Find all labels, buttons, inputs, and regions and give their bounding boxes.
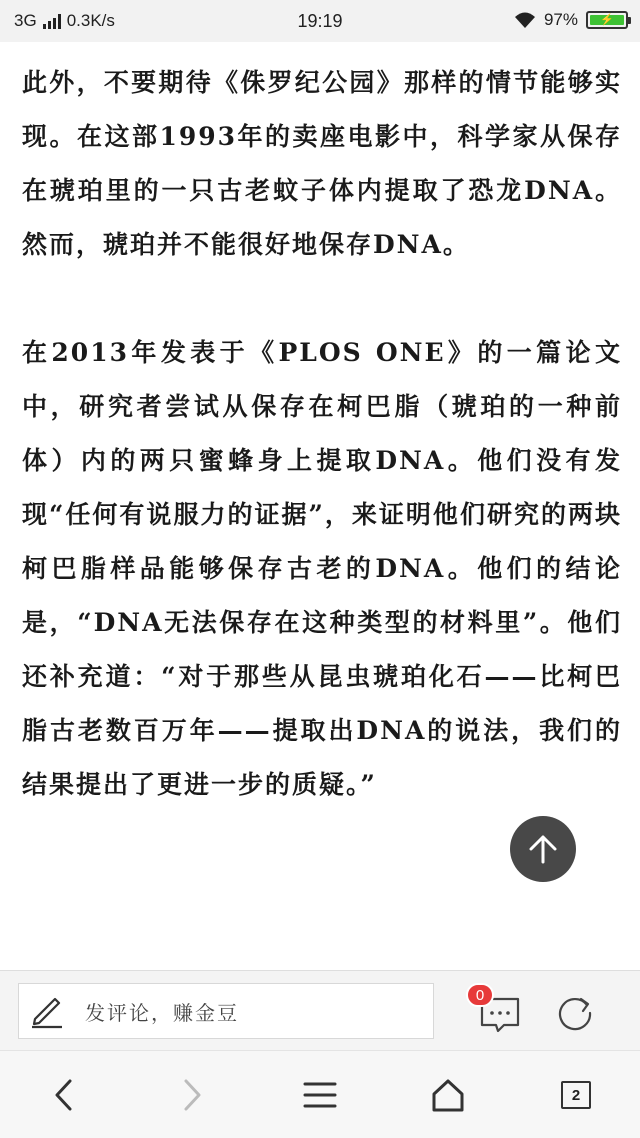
- network-speed: 0.3K/s: [66, 11, 115, 30]
- comment-count-badge: 0: [466, 983, 494, 1007]
- menu-button[interactable]: [300, 1075, 340, 1115]
- network-type: 3G: [14, 11, 37, 30]
- comments-button[interactable]: [475, 985, 522, 1035]
- back-button[interactable]: [44, 1075, 84, 1115]
- chevron-left-icon: [52, 1078, 76, 1112]
- clock: 19:19: [297, 11, 343, 31]
- pencil-icon: [27, 991, 67, 1031]
- home-button[interactable]: [428, 1075, 468, 1115]
- tabs-button[interactable]: [556, 1075, 596, 1115]
- article-paragraph-2: 在2013年发表于《PLOS ONE》的一篇论文中，研究者尝试从保存在柯巴脂（琥珀的一种前体）内的两只蜜蜂身上提取DNA。他们没有发现“任何有说服力的证据”，来证明他们研究的两块柯巴脂样品能够保存古老的DNA。他们的结论是，“DNA无法保存在这种类型的材料里”。他们还补充道：“对于那些从昆虫琥珀化石——比柯巴脂古老数百万年——提取出DNA的说法，我们的结果提出了更进一步的质疑。”: [22, 338, 622, 799]
- comment-placeholder: 发评论，赚金豆: [85, 1000, 239, 1025]
- tab-count: 2: [561, 1081, 591, 1109]
- share-icon: [555, 991, 595, 1031]
- home-icon: [430, 1077, 466, 1113]
- comment-bar: [0, 970, 640, 1050]
- arrow-up-icon: [526, 832, 560, 866]
- share-button[interactable]: [555, 991, 595, 1031]
- status-right: [514, 10, 628, 30]
- wifi-icon: [514, 11, 536, 29]
- bottom-navigation: [0, 1050, 640, 1138]
- status-bar: [0, 0, 640, 42]
- forward-button[interactable]: [172, 1075, 212, 1115]
- article-body: [22, 56, 622, 812]
- scroll-to-top-button[interactable]: [510, 816, 576, 882]
- battery-icon: ⚡: [586, 11, 628, 29]
- chevron-right-icon: [180, 1078, 204, 1112]
- battery-percent: 97%: [543, 10, 578, 29]
- comment-input[interactable]: [18, 983, 434, 1039]
- article-paragraph-1: 此外，不要期待《侏罗纪公园》那样的情节能够实现。在这部1993年的卖座电影中，科学家从保存在琥珀里的一只古老蚊子体内提取了恐龙DNA。然而，琥珀并不能很好地保存DNA。: [22, 68, 622, 259]
- menu-icon: [303, 1080, 337, 1110]
